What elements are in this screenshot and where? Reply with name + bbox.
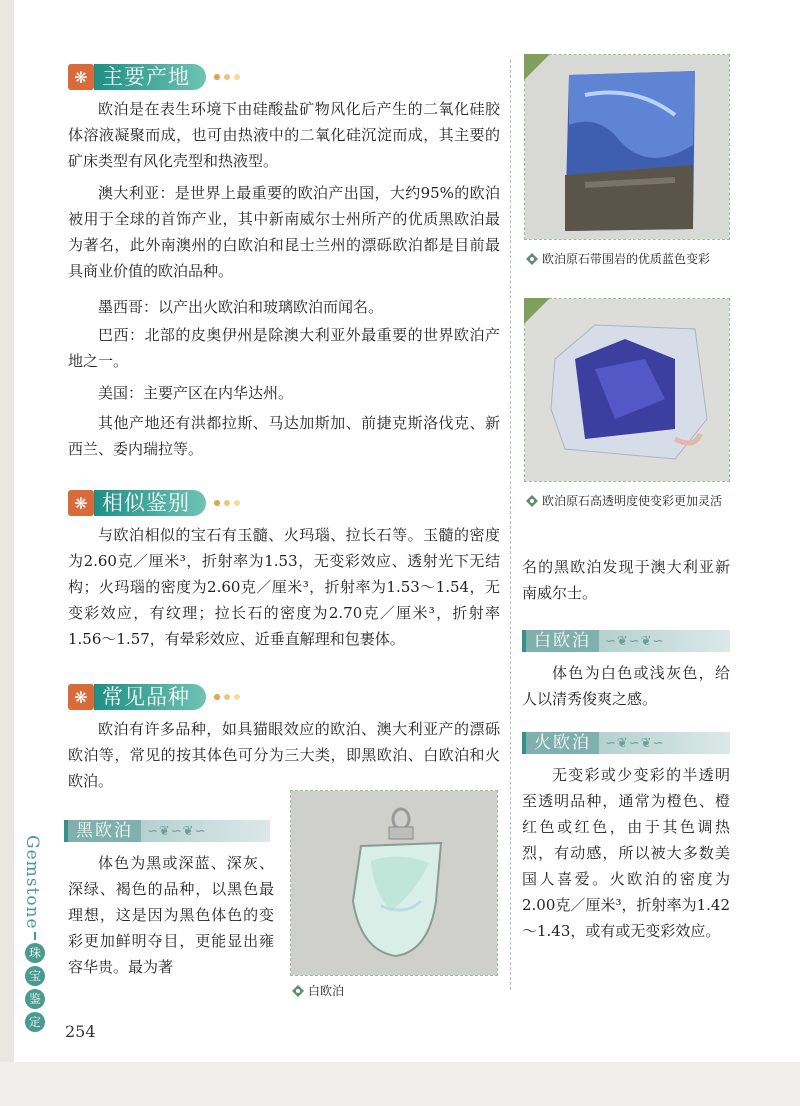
vine-pattern-icon: ∽❦∽❦∽ bbox=[605, 735, 665, 751]
section-title-origin: 主要产地 bbox=[94, 64, 206, 90]
section-heading-similar bbox=[68, 490, 240, 516]
white-opal-pendant-image bbox=[291, 791, 497, 975]
origin-paragraph-6: 其他产地还有洪都拉斯、马达加斯加、前捷克斯洛伐克、新西兰、委内瑞拉等。 bbox=[68, 414, 500, 458]
section-title-similar: 相似鉴别 bbox=[94, 490, 206, 516]
subheading-black-opal bbox=[64, 820, 270, 842]
dots-icon bbox=[214, 694, 240, 700]
figure-rough-opal-transparent-caption bbox=[526, 492, 722, 509]
subheading-black-opal-label: 黑欧泊 bbox=[68, 820, 141, 842]
side-tab-word: Gemstone bbox=[22, 835, 42, 930]
origin-paragraph-3: 墨西哥：以产出火欧泊和玻璃欧泊而闻名。 bbox=[98, 298, 384, 316]
gemstone-side-tab bbox=[22, 835, 48, 1035]
figure-rough-opal-blue-caption-text: 欧泊原石带围岩的优质蓝色变彩 bbox=[542, 252, 711, 266]
knot-icon: ❋ bbox=[68, 684, 94, 710]
diamond-bullet-icon bbox=[526, 253, 538, 265]
fire-opal-paragraph: 无变彩或少变彩的半透明至透明品种，通常为橙色、橙红色或红色，由于其色调热烈，有动感，所以被大多数美国人喜爱。火欧泊的密度为2.00克／厘米³，折射率为1.42～1.43，或有或无变彩效应。 bbox=[522, 766, 730, 940]
page-number: 254 bbox=[65, 1022, 96, 1041]
subheading-fire-opal-label: 火欧泊 bbox=[526, 732, 599, 754]
varieties-paragraph: 欧泊有许多品种，如具猫眼效应的欧泊、澳大利亚产的漂砾欧泊等，常见的按其体色可分为三大类，即黑欧泊、白欧泊和火欧泊。 bbox=[68, 720, 500, 790]
figure-rough-opal-transparent bbox=[524, 298, 730, 482]
vine-pattern-icon: ∽❦∽❦∽ bbox=[605, 633, 665, 649]
section-heading-varieties bbox=[68, 684, 240, 710]
vine-pattern-icon: ∽❦∽❦∽ bbox=[147, 823, 207, 839]
subheading-white-opal-label: 白欧泊 bbox=[526, 630, 599, 652]
side-tab-char: 珠 bbox=[25, 943, 45, 963]
figure-white-opal-caption-text: 白欧泊 bbox=[308, 984, 345, 998]
side-tab-char: 宝 bbox=[25, 966, 45, 986]
side-tab-divider bbox=[34, 932, 36, 940]
figure-rough-opal-transparent-caption-text: 欧泊原石高透明度使变彩更加灵活 bbox=[542, 494, 723, 508]
black-opal-paragraph: 体色为黑或深蓝、深灰、深绿、褐色的品种，以黑色最理想，这是因为黑色体色的变彩更加鲜明夺目，更能显出雍容华贵。最为著 bbox=[68, 854, 274, 976]
page-bottom-band bbox=[0, 1062, 800, 1106]
figure-white-opal-caption bbox=[292, 982, 344, 999]
rough-opal-blue-image bbox=[525, 55, 729, 239]
knot-icon: ❋ bbox=[68, 64, 94, 90]
figure-rough-opal-blue bbox=[524, 54, 730, 240]
page-edge-band bbox=[0, 0, 14, 1106]
black-opal-paragraph-continued: 名的黑欧泊发现于澳大利亚新南威尔士。 bbox=[522, 558, 730, 602]
origin-paragraph-5: 美国：主要产区在内华达州。 bbox=[98, 384, 294, 402]
section-heading-origin bbox=[68, 64, 240, 90]
figure-white-opal bbox=[290, 790, 498, 976]
knot-icon: ❋ bbox=[68, 490, 94, 516]
origin-paragraph-4: 巴西：北部的皮奥伊州是除澳大利亚外最重要的世界欧泊产地之一。 bbox=[68, 326, 500, 370]
origin-paragraph-1: 欧泊是在表生环境下由硅酸盐矿物风化后产生的二氧化硅胶体溶液凝聚而成，也可由热液中的二氧化硅沉淀而成，其主要的矿床类型有风化壳型和热液型。 bbox=[68, 100, 500, 170]
dots-icon bbox=[214, 500, 240, 506]
side-tab-char: 鉴 bbox=[25, 989, 45, 1009]
column-divider bbox=[510, 60, 511, 990]
subheading-white-opal bbox=[522, 630, 730, 652]
frame-corner-decoration bbox=[524, 298, 550, 324]
section-title-varieties: 常见品种 bbox=[94, 684, 206, 710]
diamond-bullet-icon bbox=[526, 495, 538, 507]
similar-paragraph: 与欧泊相似的宝石有玉髓、火玛瑙、拉长石等。玉髓的密度为2.60克／厘米³，折射率为1.53，无变彩效应、透射光下无结构；火玛瑙的密度为2.60克／厘米³，折射率为1.53～1.54，无变彩效应，有纹理；拉长石的密度为2.70克／厘米³，折射率1.56～1.57，有晕彩效应、近垂直解理和包裹体。 bbox=[68, 526, 500, 648]
frame-corner-decoration bbox=[524, 54, 550, 80]
diamond-bullet-icon bbox=[292, 985, 304, 997]
rough-opal-transparent-image bbox=[525, 299, 729, 481]
figure-rough-opal-blue-caption bbox=[526, 250, 710, 267]
white-opal-paragraph: 体色为白色或浅灰色，给人以清秀俊爽之感。 bbox=[522, 664, 730, 708]
subheading-fire-opal bbox=[522, 732, 730, 754]
origin-paragraph-2: 澳大利亚：是世界上最重要的欧泊产出国，大约95%的欧泊被用于全球的首饰产业，其中新南威尔士州所产的优质黑欧泊最为著名，此外南澳州的白欧泊和昆士兰州的漂砾欧泊都是目前最具商业价值的欧泊品种。 bbox=[68, 184, 500, 280]
dots-icon bbox=[214, 74, 240, 80]
side-tab-char: 定 bbox=[25, 1012, 45, 1032]
